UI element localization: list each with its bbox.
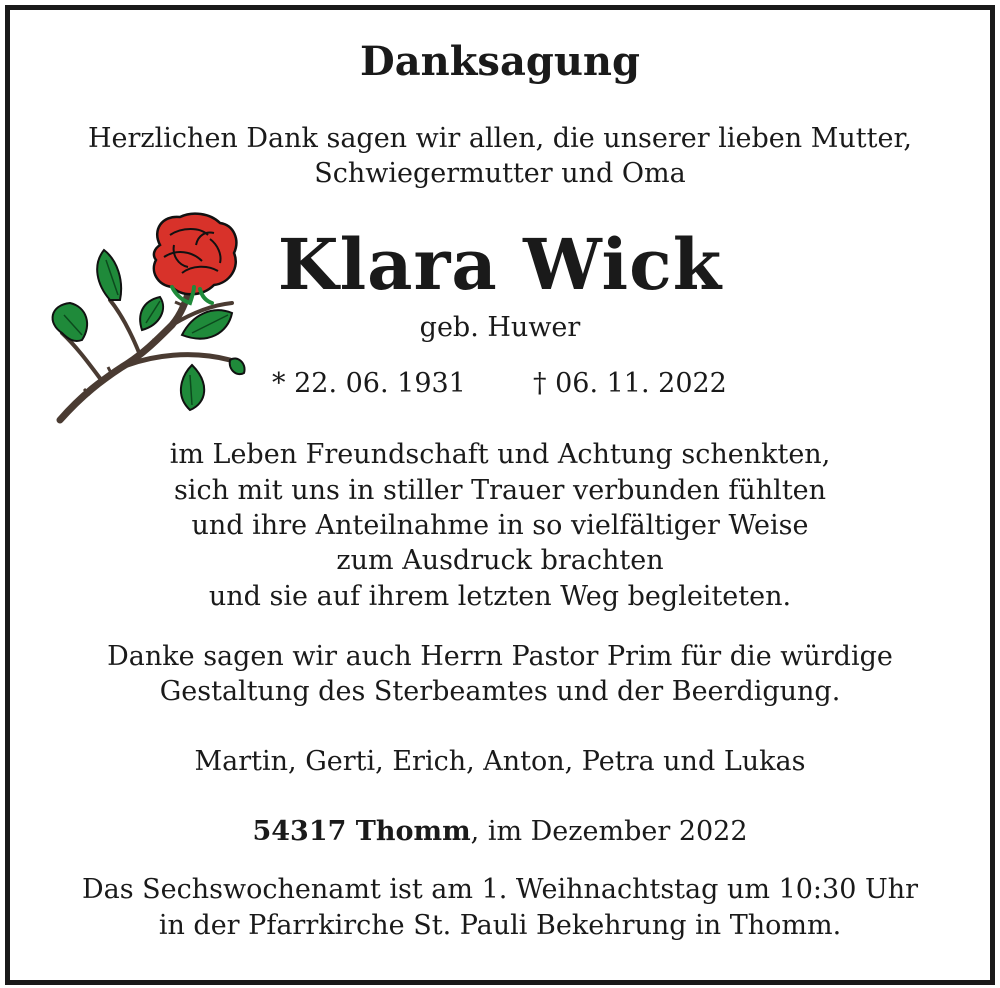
service-line-2: in der Pfarrkirche St. Pauli Bekehrung in Thomm. xyxy=(158,910,842,941)
thanks-line-5: und sie auf ihrem letzten Weg begleiteten. xyxy=(208,581,792,612)
pastor-line-2: Gestaltung des Sterbeamtes und der Beerdigung. xyxy=(159,676,841,707)
service-line-1: Das Sechswochenamt ist am 1. Weihnachtstag um 10:30 Uhr xyxy=(81,874,919,905)
deceased-name: Klara Wick xyxy=(277,223,723,306)
birth-name: geb. Huwer xyxy=(419,312,581,343)
date-text: , im Dezember 2022 xyxy=(470,816,748,847)
thanks-line-3: und ihre Anteilnahme in so vielfältiger Weise xyxy=(191,510,809,541)
birth-symbol: * xyxy=(272,368,286,399)
thanks-line-1: im Leben Freundschaft und Achtung schenkten, xyxy=(169,439,831,470)
birth-date: 22. 06. 1931 xyxy=(294,368,466,399)
birth-date-line xyxy=(272,367,466,401)
intro-line-1: Herzlichen Dank sagen wir allen, die unserer lieben Mutter, xyxy=(88,123,912,154)
thanks-line-4: zum Ausdruck brachten xyxy=(336,545,664,576)
death-symbol: † xyxy=(533,368,547,399)
family-names: Martin, Gerti, Erich, Anton, Petra und Lukas xyxy=(194,746,806,777)
place-date xyxy=(0,815,1000,849)
death-date-line xyxy=(533,367,727,401)
notice-heading: Danksagung xyxy=(360,38,640,85)
death-date: 06. 11. 2022 xyxy=(555,368,727,399)
pastor-line-1: Danke sagen wir auch Herrn Pastor Prim für die würdige xyxy=(107,641,893,672)
intro-line-2: Schwiegermutter und Oma xyxy=(314,158,686,189)
place-name: 54317 Thomm xyxy=(252,816,471,847)
thanks-line-2: sich mit uns in stiller Trauer verbunden fühlten xyxy=(173,475,827,506)
